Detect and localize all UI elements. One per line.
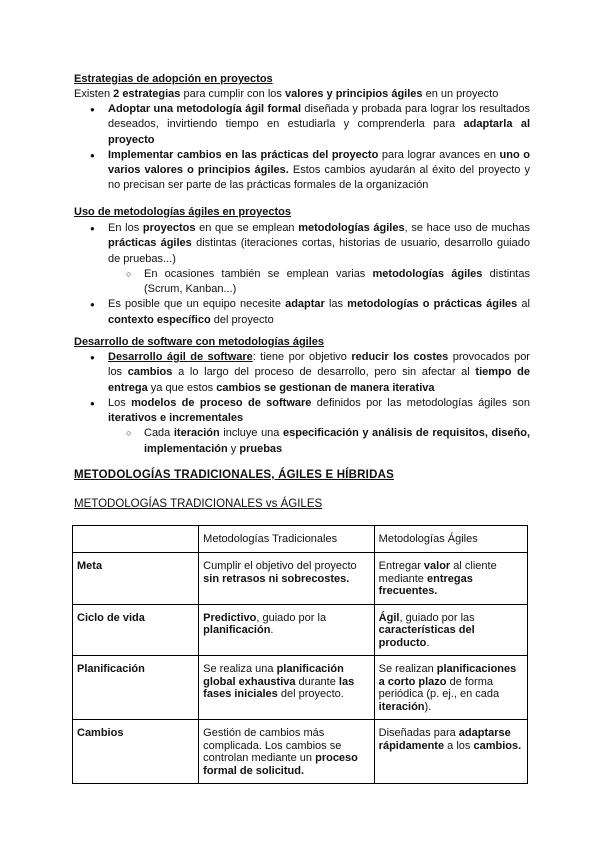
table-row [73,656,528,720]
section3-bullet-1: ● Desarrollo ágil de software: tiene por objetivo reducir los costes provocados por los cambios a lo largo del proceso de desarrollo, pero sin afectar al tiempo de entrega ya que estos cambios se gestionan de manera iterativa [74,350,530,396]
section2-bullet-1-text: En los proyectos en que se emplean metodologías ágiles, se hace uso de muchas prácticas ágiles distintas (iteraciones cortas, historias de usuario, desarrollo guiado de pruebas...) [108,222,530,265]
table-row [73,553,528,605]
agile-cell: Diseñadas para adaptarse rápidamente a los cambios. [374,720,527,784]
agile-cell: Ágil, guiado por las características del producto. [374,604,527,656]
table-header-agile: Metodologías Ágiles [374,526,527,553]
section1-heading: Estrategias de adopción en proyectos [74,73,273,85]
section1-bullet-list [74,102,530,194]
comparison-table [72,525,528,784]
table-header-traditional: Metodologías Tradicionales [199,526,375,553]
section2-bullet-list [74,221,530,328]
section3-bullet-2 [74,396,530,457]
section1-intro: Existen 2 estrategias para cumplir con los valores y principios ágiles en un proyecto [74,88,499,100]
section3-bullet-list [74,350,530,457]
section2-bullet-1 [74,221,530,297]
traditional-cell: Cumplir el objetivo del proyecto sin retrasos ni sobrecostes. [199,553,375,605]
table-header-row [73,526,528,553]
row-label: Cambios [73,720,199,784]
section2-sublist [108,267,530,298]
row-label: Planificación [73,656,199,720]
row-label: Ciclo de vida [73,604,199,656]
traditional-cell: Predictivo, guiado por la planificación. [199,604,375,656]
section1-bullet-1: ● Adoptar una metodología ágil formal diseñada y probada para lograr los resultados deseados, invirtiendo tiempo en estudiarla y comprenderla para adaptarla al proyecto [74,102,530,148]
traditional-cell: Se realiza una planificación global exhaustiva durante las fases iniciales del proyecto. [199,656,375,720]
section2-heading: Uso de metodologías ágiles en proyectos [74,206,291,218]
methodologies-title: METODOLOGÍAS TRADICIONALES, ÁGILES E HÍBRIDAS [74,469,394,481]
section3-bullet-2-text: Los modelos de proceso de software definidos por las metodologías ágiles son iterativos e incrementales [108,396,531,425]
section3-subbullet-1: ○ Cada iteración incluye una especificación y análisis de requisitos, diseño, implementación y pruebas [108,426,530,457]
section3-sublist [108,426,530,457]
table-row [73,604,528,656]
traditional-cell: Gestión de cambios más complicada. Los cambios se controlan mediante un proceso formal de solicitud. [199,720,375,784]
comparison-subtitle: METODOLOGÍAS TRADICIONALES vs ÁGILES [74,498,323,510]
agile-cell: Entregar valor al cliente mediante entregas frecuentes. [374,553,527,605]
section2-subbullet-1: ○ En ocasiones también se emplean varias metodologías ágiles distintas (Scrum, Kanban...) [108,267,530,298]
agile-cell: Se realizan planificaciones a corto plazo de forma periódica (p. ej., en cada iteración). [374,656,527,720]
section3-heading: Desarrollo de software con metodologías ágiles [74,336,325,348]
section2-bullet-2: ● Es posible que un equipo necesite adaptar las metodologías o prácticas ágiles al contexto específico del proyecto [74,297,530,328]
table-row [73,720,528,784]
section1-bullet-2: ● Implementar cambios en las prácticas del proyecto para lograr avances en uno o varios valores o principios ágiles. Estos cambios ayudarán al éxito del proyecto y no precisan ser parte de las prácticas formales de la organización [74,148,530,194]
table-header-empty [73,526,199,553]
row-label: Meta [73,553,199,605]
